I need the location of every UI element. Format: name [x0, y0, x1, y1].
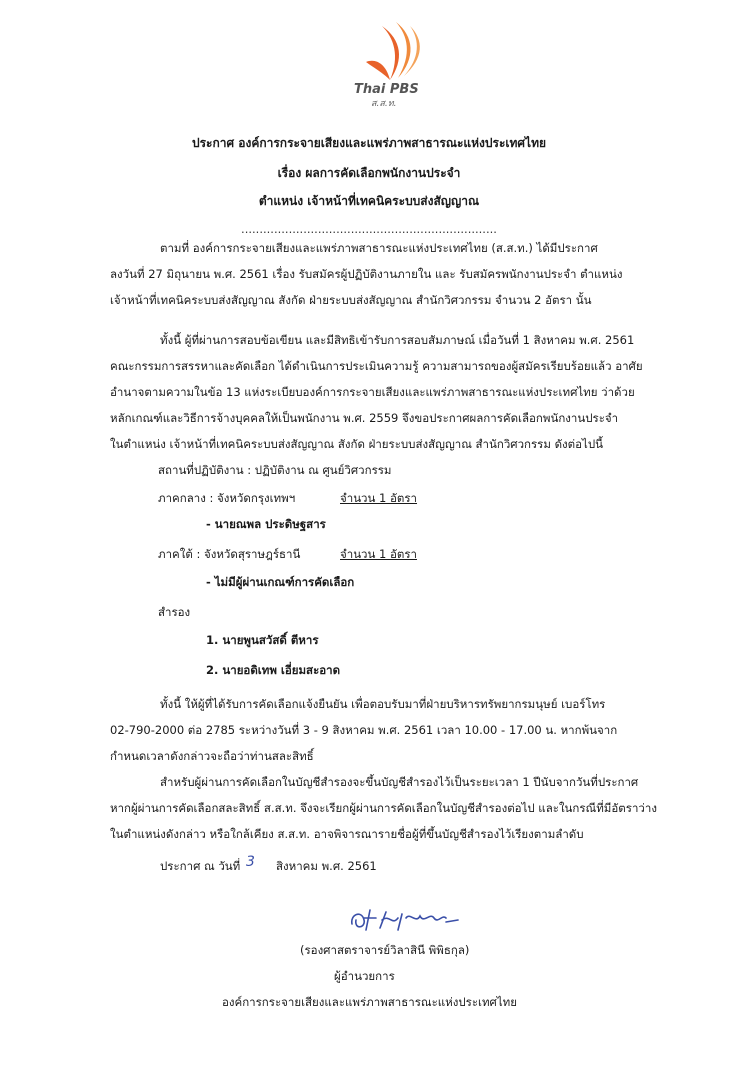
announce-day: 3: [246, 854, 255, 870]
reserve-label: สำรอง: [158, 605, 191, 619]
signer-name: (รองศาสตราจารย์วิลาสินี พิพิธกุล): [300, 943, 470, 957]
para2-line-5: ในตำแหน่ง เจ้าหน้าที่เทคนิคระบบส่งสัญญาณ สังกัด ฝ่ายระบบส่งสัญญาณ สำนักวิศวกรรม ดังต่อไปนี้: [110, 437, 603, 451]
para3-line-3: กำหนดเวลาดังกล่าวจะถือว่าท่านสละสิทธิ์: [110, 749, 314, 763]
para4-line-1: สำหรับผู้ผ่านการคัดเลือกในบัญชีสำรองจะขึ้นบัญชีสำรองไว้เป็นระยะเวลา 1 ปีนับจากวันที่ประกาศ: [160, 775, 639, 789]
central-region-count: จำนวน 1 อัตรา: [340, 491, 418, 505]
para3-line-1: ทั้งนี้ ให้ผู้ที่ได้รับการคัดเลือกแจ้งยืนยัน เพื่อตอบรับมาที่ฝ่ายบริหารทรัพยากรมนุษย์ เบอร์โทร: [160, 697, 606, 711]
header-line-3: ตำแหน่ง เจ้าหน้าที่เทคนิคระบบส่งสัญญาณ: [258, 194, 480, 208]
logo-brand: Thai PBS: [354, 82, 419, 97]
south-region-count: จำนวน 1 อัตรา: [340, 547, 418, 561]
para4-line-2: หากผู้ผ่านการคัดเลือกสละสิทธิ์ ส.ส.ท. จึงจะเรียกผู้ผ่านการคัดเลือกในบัญชีสำรองต่อไป และในกรณีที่มีอัตราว่าง: [110, 801, 657, 815]
para1-line-2: ลงวันที่ 27 มิถุนายน พ.ศ. 2561 เรื่อง รับสมัครผู้ปฏิบัติงานภายใน และ รับสมัครพนักงานประจำ ตำแหน่ง: [110, 267, 623, 281]
para2-line-3: อำนาจตามความในข้อ 13 แห่งระเบียบองค์การกระจายเสียงและแพร่ภาพสาธารณะแห่งประเทศไทย ว่าด้วย: [110, 385, 635, 399]
reserve-item-2: 2. นายอดิเทพ เอี่ยมสะอาด: [206, 663, 341, 677]
para2-line-2: คณะกรรมการสรรหาและคัดเลือก ได้ดำเนินการประเมินความรู้ ความสามารถของผู้สมัครเรียบร้อยแล้ว อาศัย: [110, 359, 643, 373]
central-region-label: ภาคกลาง : จังหวัดกรุงเทพฯ: [158, 491, 296, 505]
signer-position: ผู้อำนวยการ: [334, 969, 395, 983]
announce-suffix: สิงหาคม พ.ศ. 2561: [276, 859, 377, 873]
signer-organization: องค์การกระจายเสียงและแพร่ภาพสาธารณะแห่งประเทศไทย: [222, 995, 517, 1009]
central-region-name: - นายณพล ประดิษฐสาร: [206, 517, 326, 531]
south-region-name: - ไม่มีผู้ผ่านเกณฑ์การคัดเลือก: [206, 575, 355, 589]
para1-line-1: ตามที่ องค์การกระจายเสียงและแพร่ภาพสาธารณะแห่งประเทศไทย (ส.ส.ท.) ได้มีประกาศ: [160, 241, 598, 255]
logo-sub: ส.ส.ท.: [371, 99, 397, 109]
header-line-1: ประกาศ องค์การกระจายเสียงและแพร่ภาพสาธารณะแห่งประเทศไทย: [191, 136, 547, 150]
header-line-2: เรื่อง ผลการคัดเลือกพนักงานประจำ: [277, 166, 461, 180]
announce-prefix: ประกาศ ณ วันที่: [160, 859, 241, 873]
para2-line-1: ทั้งนี้ ผู้ที่ผ่านการสอบข้อเขียน และมีสิทธิเข้ารับการสอบสัมภาษณ์ เมื่อวันที่ 1 สิงหาคม พ.ศ. 2561: [160, 333, 635, 347]
separator-dots: ......................................................................: [241, 222, 497, 236]
handwritten-signature-icon: [346, 904, 466, 936]
para1-line-3: เจ้าหน้าที่เทคนิคระบบส่งสัญญาณ สังกัด ฝ่ายระบบส่งสัญญาณ สำนักวิศวกรรม จำนวน 2 อัตรา นั้น: [110, 293, 592, 307]
south-region-label: ภาคใต้ : จังหวัดสุราษฎร์ธานี: [158, 547, 301, 561]
reserve-item-1: 1. นายพูนสวัสดิ์ ตีหาร: [206, 633, 319, 647]
para2-line-4: หลักเกณฑ์และวิธีการจ้างบุคคลให้เป็นพนักงาน พ.ศ. 2559 จึงขอประกาศผลการคัดเลือกพนักงานประจำ: [110, 411, 619, 425]
para4-line-3: ในตำแหน่งดังกล่าว หรือใกล้เคียง ส.ส.ท. อาจพิจารณารายชื่อผู้ที่ขึ้นบัญชีสำรองไว้เรียงตามลำดับ: [110, 827, 584, 841]
workplace: สถานที่ปฏิบัติงาน : ปฏิบัติงาน ณ ศูนย์วิศวกรรม: [158, 463, 392, 477]
para3-line-2: 02-790-2000 ต่อ 2785 ระหว่างวันที่ 3 - 9 สิงหาคม พ.ศ. 2561 เวลา 10.00 - 17.00 น. หากพ้นจาก: [110, 723, 618, 737]
